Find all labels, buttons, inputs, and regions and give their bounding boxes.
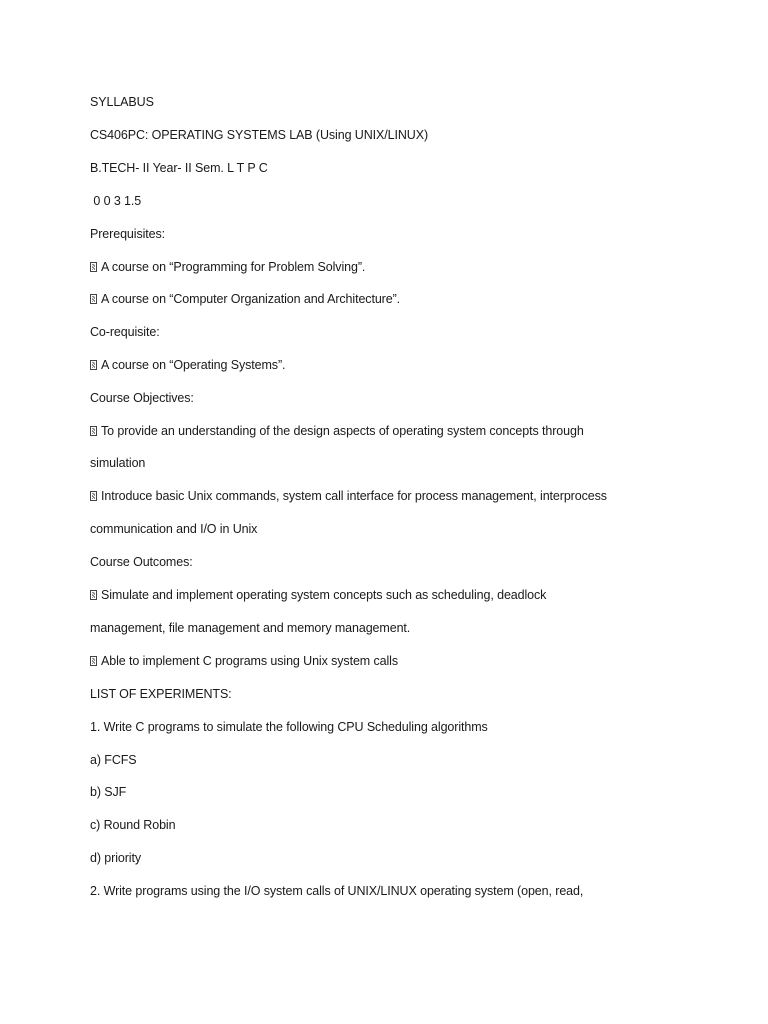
experiment-subitem: c) Round Robin xyxy=(90,818,176,832)
prerequisites-label: Prerequisites: xyxy=(90,227,166,241)
objective-item xyxy=(90,423,584,439)
experiment-item: 1. Write C programs to simulate the following CPU Scheduling algorithms xyxy=(90,720,488,734)
objective-item-continuation: simulation xyxy=(90,456,146,470)
experiment-subitem: a) FCFS xyxy=(90,753,137,767)
prerequisite-item xyxy=(90,291,400,307)
bullet-icon xyxy=(90,262,97,272)
corequisite-item-text: A course on “Operating Systems”. xyxy=(101,358,286,372)
bullet-icon xyxy=(90,590,97,600)
syllabus-heading: SYLLABUS xyxy=(90,95,154,109)
prerequisite-item-text: A course on “Programming for Problem Solving”. xyxy=(101,260,366,274)
corequisite-label: Co-requisite: xyxy=(90,325,160,339)
objective-item-text: Introduce basic Unix commands, system call interface for process management, interprocess xyxy=(101,489,607,503)
objective-item xyxy=(90,488,607,504)
corequisite-item xyxy=(90,357,285,373)
program-line: B.TECH- II Year- II Sem. L T P C xyxy=(90,161,268,175)
outcome-item-text: Able to implement C programs using Unix system calls xyxy=(101,654,398,668)
outcome-item xyxy=(90,653,398,669)
experiment-subitem: d) priority xyxy=(90,851,141,865)
prerequisite-item xyxy=(90,259,365,275)
bullet-icon xyxy=(90,491,97,501)
outcome-item-text: Simulate and implement operating system concepts such as scheduling, deadlock xyxy=(101,588,547,602)
outcome-item xyxy=(90,587,546,603)
bullet-icon xyxy=(90,294,97,304)
bullet-icon xyxy=(90,360,97,370)
experiment-subitem: b) SJF xyxy=(90,785,127,799)
course-title: CS406PC: OPERATING SYSTEMS LAB (Using UNIX/LINUX) xyxy=(90,128,429,142)
prerequisite-item-text: A course on “Computer Organization and Architecture”. xyxy=(101,292,401,306)
credits-line: 0 0 3 1.5 xyxy=(90,194,142,208)
experiments-label: LIST OF EXPERIMENTS: xyxy=(90,687,232,701)
objective-item-text: To provide an understanding of the design aspects of operating system concepts through xyxy=(101,424,584,438)
objective-item-continuation: communication and I/O in Unix xyxy=(90,522,258,536)
experiment-item: 2. Write programs using the I/O system calls of UNIX/LINUX operating system (open, read, xyxy=(90,884,584,898)
outcomes-label: Course Outcomes: xyxy=(90,555,193,569)
outcome-item-continuation: management, file management and memory management. xyxy=(90,621,411,635)
bullet-icon xyxy=(90,656,97,666)
objectives-label: Course Objectives: xyxy=(90,391,194,405)
bullet-icon xyxy=(90,426,97,436)
